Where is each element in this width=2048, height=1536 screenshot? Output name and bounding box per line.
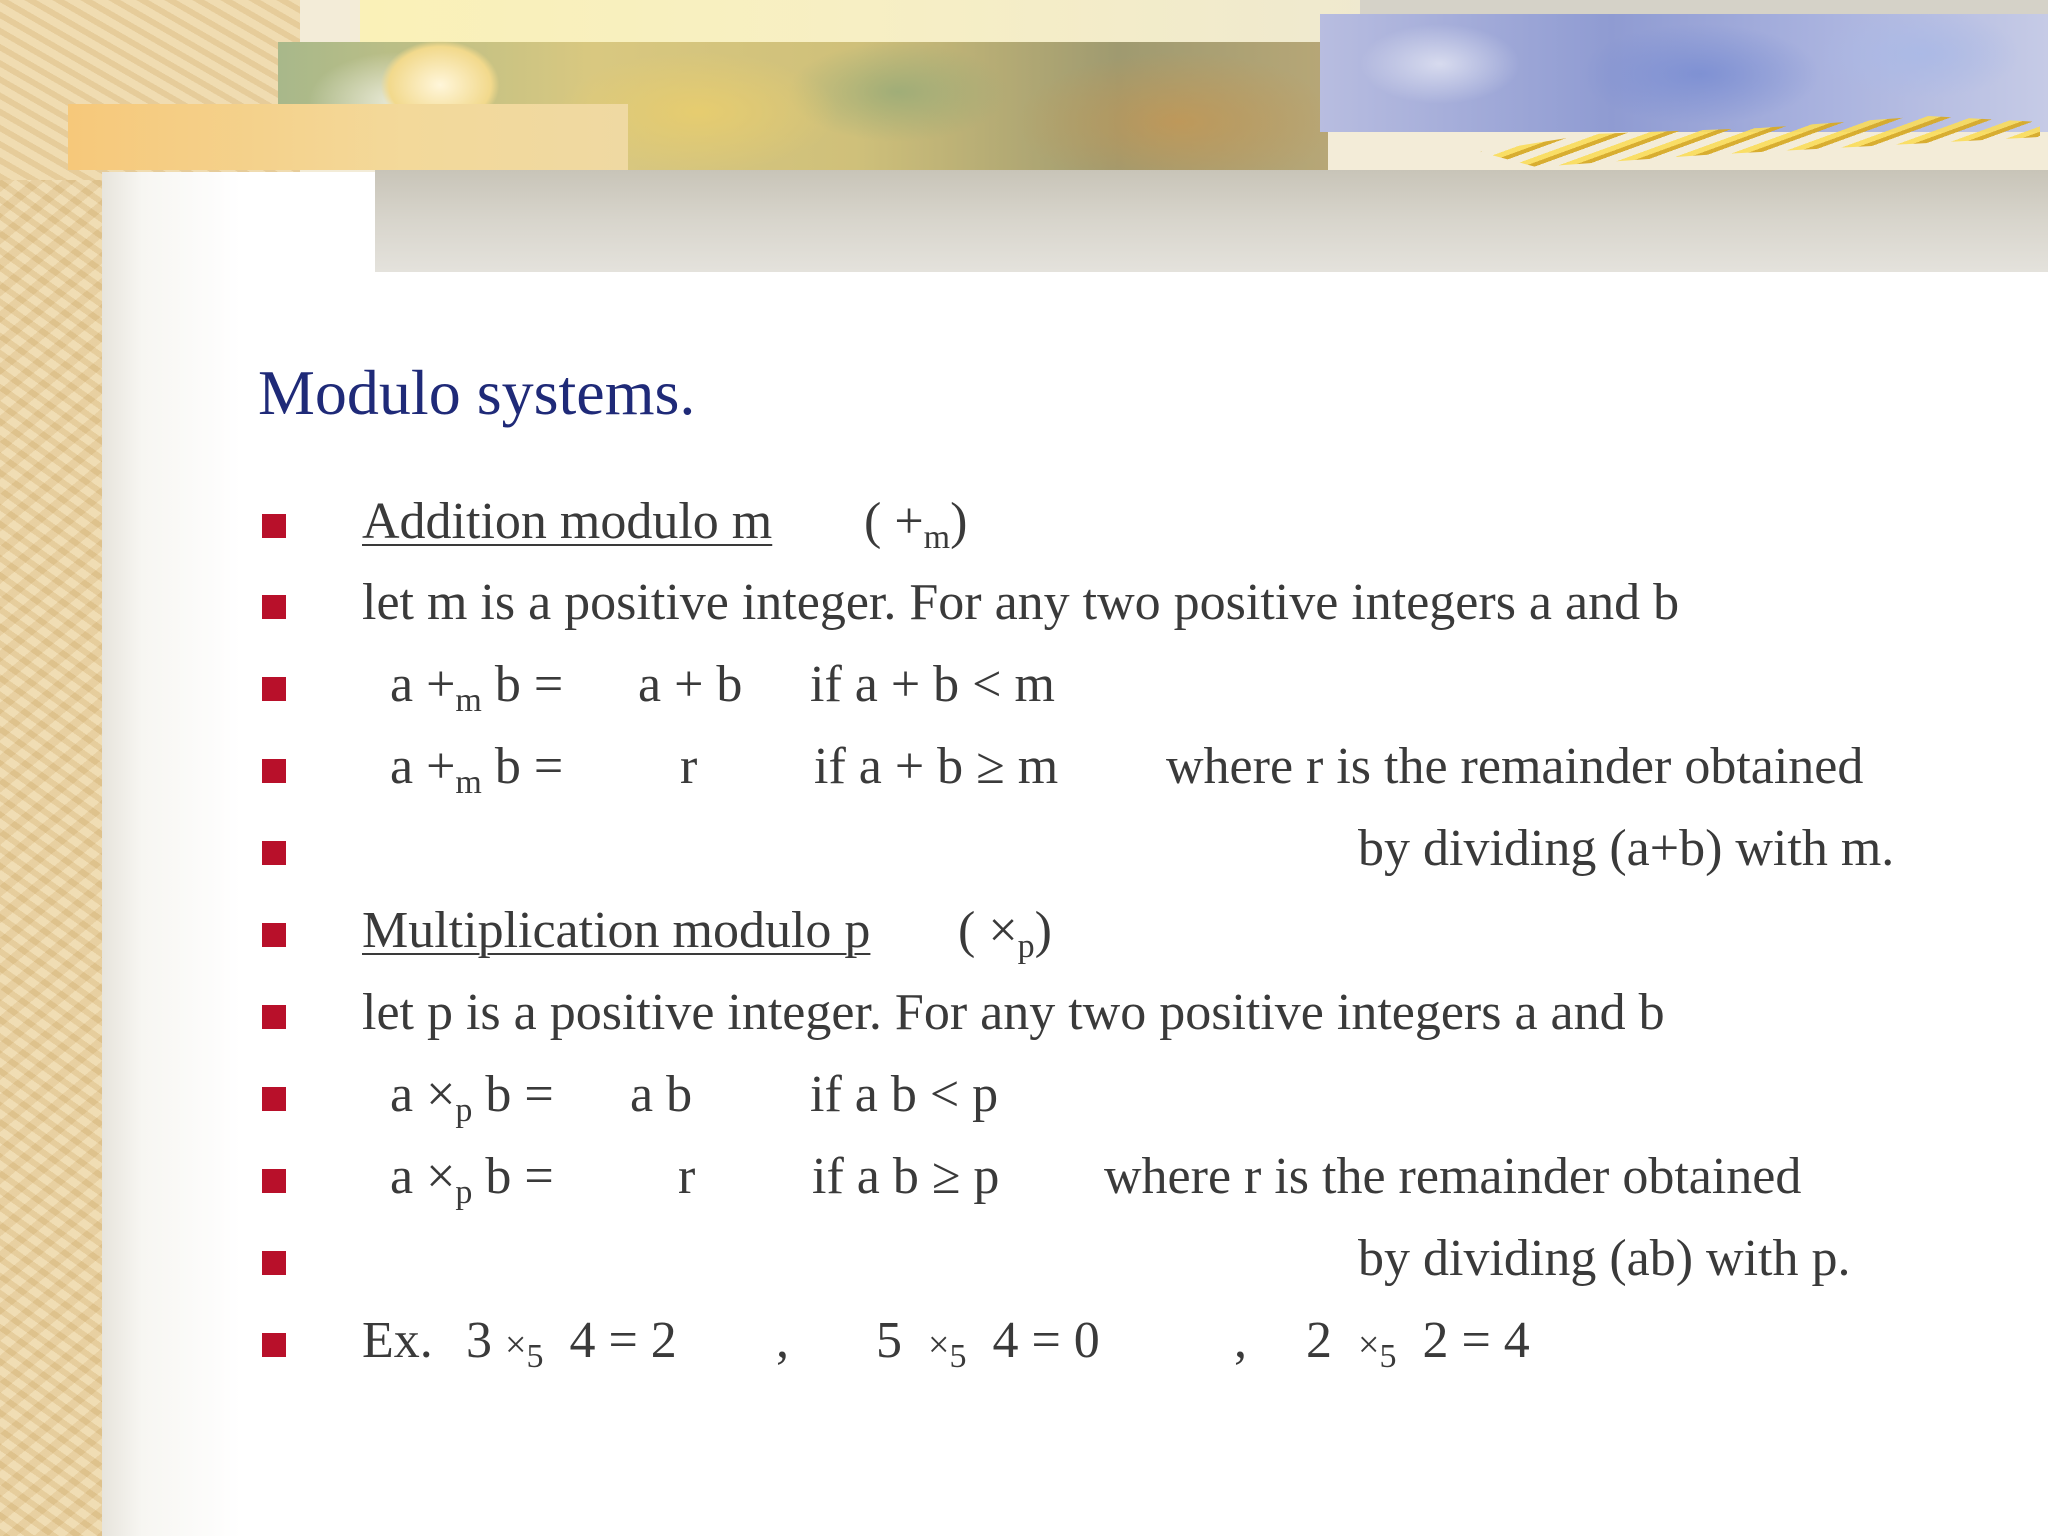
example-separator-1: , (776, 1312, 789, 1369)
multiplication-case1-lhs: $a \times_p$ b = (390, 1066, 554, 1129)
list-item-multiplication-case-1 (0, 1060, 2048, 1130)
bullet-square-icon (262, 514, 286, 538)
list-item-multiplication-case-2 (0, 1142, 2048, 1212)
list-item-multiplication-heading (0, 896, 2048, 966)
addition-symbol: ( $+_m$) (864, 493, 968, 556)
banner-grey-band (375, 170, 2048, 272)
addition-heading: Addition modulo m (362, 493, 773, 550)
multiplication-case2-note: where r is the remainder obtained (1104, 1148, 1802, 1205)
addition-remainder-note: by dividing (a+b) with m. (1358, 820, 1895, 877)
multiplication-case1-result: a b (630, 1066, 693, 1123)
addition-case2-result: r (680, 738, 698, 795)
list-item-multiplication-let (0, 978, 2048, 1048)
multiplication-symbol: ( $\times_p$) (958, 902, 1052, 965)
addition-case1-lhs: $a +_m$ b = (390, 656, 564, 719)
addition-case2-lhs: $a +_m$ b = (390, 738, 564, 801)
banner-gold-band (68, 104, 628, 170)
bullet-square-icon (262, 1087, 286, 1111)
bullet-square-icon (262, 595, 286, 619)
bullet-square-icon (262, 1333, 286, 1357)
bullet-square-icon (262, 841, 286, 865)
list-item-addition-heading (0, 487, 2048, 557)
bullet-square-icon (262, 677, 286, 701)
slide-title: Modulo systems. (258, 357, 696, 428)
multiplication-case1-condition: if a b < p (810, 1066, 999, 1123)
example-separator-2: , (1234, 1312, 1247, 1369)
multiplication-definition: let p is a positive integer. For any two positive integers a and b (362, 984, 1665, 1041)
banner-blue-collage (1320, 14, 2048, 132)
list-item-examples (0, 1306, 2048, 1376)
addition-definition: let m is a positive integer. For any two positive integers a and b (362, 574, 1680, 631)
list-item-addition-continuation (0, 814, 2048, 884)
multiplication-heading: Multiplication modulo p (362, 902, 871, 959)
list-item-addition-case-2 (0, 732, 2048, 802)
example-label: Ex. (362, 1312, 433, 1369)
list-item-multiplication-continuation (0, 1224, 2048, 1294)
multiplication-case2-condition: if a b ≥ p (812, 1148, 1000, 1205)
multiplication-case2-lhs: $a \times_p$ b = (390, 1148, 554, 1211)
addition-case1-result: a + b (638, 656, 743, 713)
example-1: $3 \times_5$ 4 = 2 (466, 1312, 677, 1375)
list-item-addition-let (0, 568, 2048, 638)
bullet-square-icon (262, 923, 286, 947)
list-item-addition-case-1 (0, 650, 2048, 720)
bullet-square-icon (262, 1169, 286, 1193)
addition-case2-condition: if a + b ≥ m (814, 738, 1059, 795)
addition-case2-note: where r is the remainder obtained (1166, 738, 1864, 795)
example-2: $5 \times_5$ 4 = 0 (876, 1312, 1100, 1375)
example-3: $2 \times_5$ 2 = 4 (1306, 1312, 1530, 1375)
multiplication-remainder-note: by dividing (ab) with p. (1358, 1230, 1851, 1287)
multiplication-case2-result: r (678, 1148, 696, 1205)
bullet-square-icon (262, 759, 286, 783)
addition-case1-condition: if a + b < m (810, 656, 1055, 713)
bullet-square-icon (262, 1251, 286, 1275)
bullet-square-icon (262, 1005, 286, 1029)
